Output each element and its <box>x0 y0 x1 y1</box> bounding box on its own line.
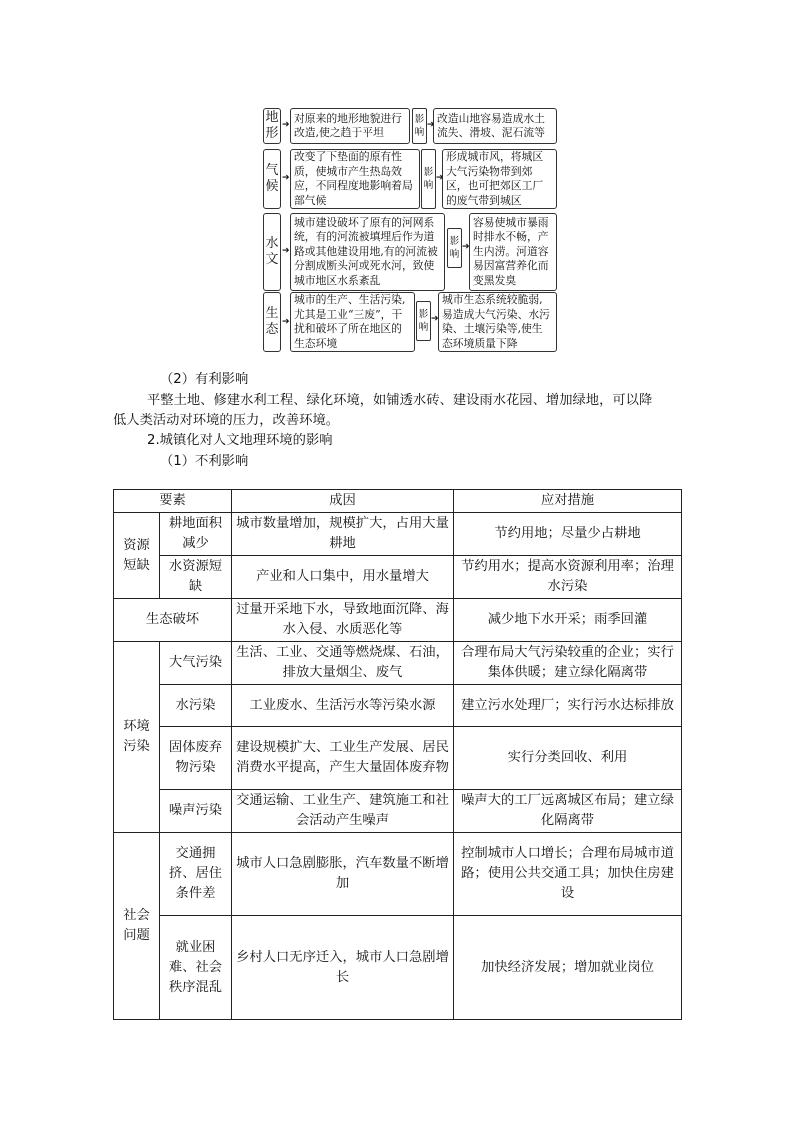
measure-cell: 节约用地；尽量少占耕地 <box>454 513 682 556</box>
effect-label-char: 影 <box>449 236 460 247</box>
measure-cell: 减少地下水开采；雨季回灌 <box>454 599 682 642</box>
item-cell: 就业困难、社会秩序混乱 <box>160 916 232 1020</box>
cause-cell: 产业和人口集中，用水量增大 <box>232 556 454 599</box>
measure-cell: 建立污水处理厂；实行污水达标排放 <box>454 685 682 727</box>
measure-cell: 合理布局大气污染较重的企业；实行集体供暖；建立绿化隔离带 <box>454 642 682 685</box>
effect-label <box>412 108 427 144</box>
effect-label <box>421 149 436 209</box>
table-row <box>114 916 682 1020</box>
arrow-right-icon: ➔ <box>462 242 470 252</box>
cause-cell: 工业废水、生活污水等污染水源 <box>232 685 454 727</box>
category-char: 气 <box>265 163 279 178</box>
category-box <box>263 149 281 209</box>
table-row <box>114 642 682 685</box>
item-cell: 交通拥挤、居住条件差 <box>160 833 232 916</box>
header-cell: 应对措施 <box>454 490 682 513</box>
effect-label-char: 响 <box>414 127 425 138</box>
header-cell: 成因 <box>232 490 454 513</box>
section-heading: 2.城镇化对人文地理环境的影响 <box>147 433 333 448</box>
table-row <box>114 727 682 790</box>
category-char: 水 <box>265 236 279 251</box>
effect-label-char: 影 <box>418 309 429 320</box>
measure-cell: 控制城市人口增长；合理布局城市道路；使用公共交通工具；加快住房建设 <box>454 833 682 916</box>
category-box <box>263 213 281 291</box>
effect-label-char: 响 <box>449 249 460 260</box>
effect-box: 形成城市风，将城区大气污染物带到郊区，也可把郊区工厂的废气带到城区 <box>442 149 557 209</box>
cause-box: 对原来的地形地貌进行改造,使之趋于平坦 <box>290 108 410 144</box>
cause-cell: 交通运输、工业生产、建筑施工和社会活动产生噪声 <box>232 790 454 833</box>
category-char: 候 <box>265 179 279 194</box>
cause-cell: 生活、工业、交通等燃烧煤、石油，排放大量烟尘、废气 <box>232 642 454 685</box>
cause-cell: 乡村人口无序迁入，城市人口急剧增长 <box>232 916 454 1020</box>
table-row <box>114 556 682 599</box>
effect-box: 城市生态系统较脆弱,易造成大气污染、水污染、土壤污染等,使生态环境质量下降 <box>438 292 557 352</box>
impact-table <box>113 489 682 1020</box>
arrow-right-icon: ➔ <box>282 246 290 256</box>
cause-box: 改变了下垫面的原有性质，使城市产生热岛效应，不同程度地影响着局部气候 <box>290 149 420 209</box>
category-char: 文 <box>265 252 279 267</box>
category-char: 生 <box>265 306 279 321</box>
subheading-favorable: （2）有利影响 <box>160 372 249 387</box>
item-cell: 水污染 <box>160 685 232 727</box>
table-row <box>114 790 682 833</box>
table-row <box>114 685 682 727</box>
table-header-row <box>114 490 682 513</box>
subheading-unfavorable: （1）不利影响 <box>160 454 249 469</box>
effect-label-char: 影 <box>423 167 434 178</box>
cause-box: 城市的生产、生活污染,尤其是工业“三废”，干扰和破坏了所在地区的生态环境 <box>290 292 415 352</box>
paragraph-line: 平整土地、修建水利工程、绿化环境，如铺透水砖、建设雨水花园、增加绿地，可以降 <box>147 393 653 408</box>
group-cell: 资源短缺 <box>114 513 160 599</box>
category-box <box>263 108 281 144</box>
header-cell: 要素 <box>114 490 232 513</box>
effect-label <box>447 228 462 268</box>
group-cell: 环境污染 <box>114 642 160 833</box>
effect-label-char: 响 <box>423 180 434 191</box>
table-row <box>114 833 682 916</box>
effect-label-char: 影 <box>414 114 425 125</box>
cause-cell: 城市人口急剧膨胀，汽车数量不断增加 <box>232 833 454 916</box>
paragraph-line: 低人类活动对环境的压力，改善环境。 <box>113 413 340 428</box>
item-cell: 固体废弃物污染 <box>160 727 232 790</box>
arrow-right-icon: ➔ <box>431 314 439 324</box>
arrow-right-icon: ➔ <box>282 317 290 327</box>
group-cell: 社会问题 <box>114 833 160 1020</box>
item-cell: 大气污染 <box>160 642 232 685</box>
effect-box: 改造山地容易造成水土流失、滑坡、泥石流等 <box>433 108 557 144</box>
effect-label <box>416 301 431 341</box>
measure-cell: 噪声大的工厂远离城区布局；建立绿化隔离带 <box>454 790 682 833</box>
item-cell: 耕地面积减少 <box>160 513 232 556</box>
item-cell: 水资源短缺 <box>160 556 232 599</box>
table-row <box>114 599 682 642</box>
measure-cell: 加快经济发展；增加就业岗位 <box>454 916 682 1020</box>
category-box <box>263 292 281 352</box>
category-char: 形 <box>265 126 279 141</box>
measure-cell: 节约用水；提高水资源利用率；治理水污染 <box>454 556 682 599</box>
effect-box: 容易使城市暴雨时排水不畅，产生内涝。河道容易因富营养化而变黑发臭 <box>469 213 557 291</box>
measure-cell: 实行分类回收、利用 <box>454 727 682 790</box>
arrow-right-icon: ➔ <box>282 120 290 130</box>
group-cell: 生态破坏 <box>114 599 232 642</box>
item-cell: 噪声污染 <box>160 790 232 833</box>
cause-cell: 建设规模扩大、工业生产发展、居民消费水平提高，产生大量固体废弃物 <box>232 727 454 790</box>
arrow-right-icon: ➔ <box>436 173 444 183</box>
category-char: 地 <box>265 110 279 125</box>
arrow-right-icon: ➔ <box>282 173 290 183</box>
effect-label-char: 响 <box>418 322 429 333</box>
cause-cell: 城市数量增加，规模扩大，占用大量耕地 <box>232 513 454 556</box>
category-char: 态 <box>265 322 279 337</box>
cause-box: 城市建设破坏了原有的河网系统，有的河流被填埋后作为道路或其他建设用地,有的河流被分割成断头河或死水河，致使城市地区水系紊乱 <box>290 213 445 291</box>
cause-cell: 过量开采地下水，导致地面沉降、海水入侵、水质恶化等 <box>232 599 454 642</box>
table-row <box>114 513 682 556</box>
arrow-right-icon: ➔ <box>427 120 435 130</box>
